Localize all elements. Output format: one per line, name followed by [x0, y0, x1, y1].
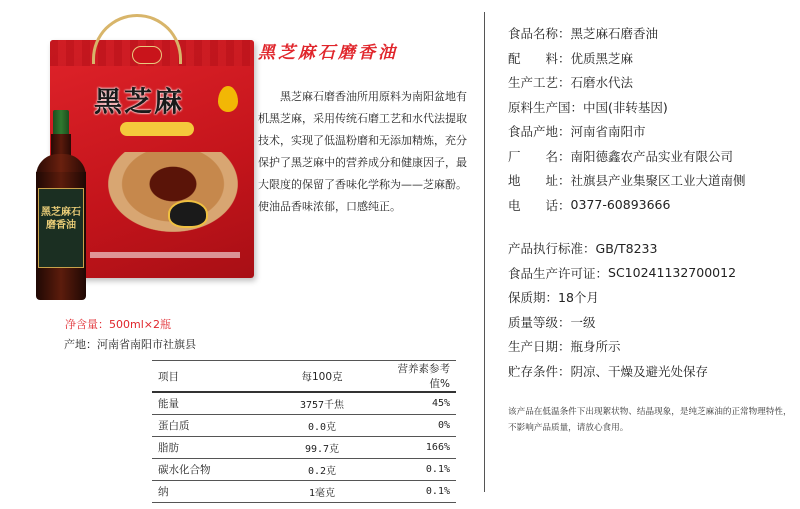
box-title: 黑芝麻 — [94, 85, 185, 118]
spec-label: 食品名称： — [508, 26, 571, 42]
nutrition-table — [152, 360, 456, 503]
header-nrv: 营养素参考值% — [372, 361, 456, 393]
box-badge — [168, 200, 208, 228]
net-content: 净含量：500ml×2瓶 — [65, 318, 171, 331]
spec-value: 阴凉、干燥及避光处保存 — [570, 363, 709, 379]
nutrient-name: 脂肪 — [152, 436, 272, 458]
spec-label: 食品产地： — [508, 124, 571, 140]
standards-list — [508, 236, 736, 383]
bottle-cap — [53, 110, 69, 136]
table-row — [152, 414, 456, 436]
spec-row-shelf-life — [508, 285, 736, 310]
nutrient-name: 能量 — [152, 392, 272, 414]
spec-row-storage — [508, 359, 736, 384]
spec-label: 保质期： — [508, 290, 559, 306]
spec-row-production-date — [508, 334, 736, 359]
table-row — [152, 436, 456, 458]
spec-value: 18个月 — [558, 290, 599, 306]
nutrient-nrv: 45% — [372, 392, 456, 414]
origin-text: 产地：河南省南阳市社旗县 — [64, 338, 196, 351]
spec-value: 优质黑芝麻 — [570, 50, 634, 66]
spec-value: 一级 — [570, 314, 596, 330]
spec-label: 生产工艺： — [508, 75, 571, 91]
header-per-100g: 每100克 — [272, 361, 372, 393]
spec-label: 贮存条件： — [508, 363, 571, 379]
spec-label: 地 址： — [508, 173, 571, 189]
nutrient-nrv: 0% — [372, 414, 456, 436]
spec-row-standard — [508, 236, 736, 261]
nutrient-amount: 0.2克 — [272, 458, 372, 480]
box-handle — [92, 14, 182, 64]
spec-label: 厂 名： — [508, 148, 571, 164]
spec-value: GB/T8233 — [595, 240, 658, 256]
spec-row-origin — [508, 119, 746, 144]
oil-drop-icon — [218, 86, 238, 112]
nutrient-amount: 1毫克 — [272, 480, 372, 502]
table-row — [152, 480, 456, 502]
nutrient-name: 碳水化合物 — [152, 458, 272, 480]
nutrient-amount: 3757千焦 — [272, 392, 372, 414]
header-item: 项目 — [152, 361, 272, 393]
nutrient-nrv: 0.1% — [372, 480, 456, 502]
spec-label: 生产日期： — [508, 339, 571, 355]
spec-value: 石磨水代法 — [570, 75, 634, 91]
spec-value: 社旗县产业集聚区工业大道南侧 — [570, 173, 746, 189]
nutrient-name: 蛋白质 — [152, 414, 272, 436]
spec-row-grade — [508, 310, 736, 335]
spec-row-license — [508, 261, 736, 286]
spec-label: 原料生产国： — [508, 99, 584, 115]
spec-value: 南阳德鑫农产品实业有限公司 — [570, 148, 734, 164]
product-spec-list — [508, 21, 746, 217]
spec-row-country — [508, 95, 746, 120]
spec-row-manufacturer — [508, 144, 746, 169]
spec-value: 瓶身所示 — [570, 339, 621, 355]
nutrient-amount: 99.7克 — [272, 436, 372, 458]
bottle-label-text: 黑芝麻石磨香油 — [41, 207, 81, 231]
spec-label: 产品执行标准： — [508, 241, 596, 257]
spec-row-phone — [508, 193, 746, 218]
spec-label: 食品生产许可证： — [508, 265, 609, 281]
spec-value: 黑芝麻石磨香油 — [570, 26, 659, 42]
oil-bottle — [32, 110, 90, 300]
spec-value: 河南省南阳市 — [570, 124, 646, 140]
nutrition-header-row — [152, 361, 456, 393]
quality-footnote: 该产品在低温条件下出现絮状物、结晶现象，是纯芝麻油的正常物理特性，不影响产品质量，请放心食用。 — [508, 407, 792, 433]
table-row — [152, 458, 456, 480]
spec-value: 中国(非转基因) — [583, 99, 668, 115]
spec-label: 配 料： — [508, 50, 571, 66]
box-subtitle-band — [120, 122, 194, 136]
box-company-strip — [90, 252, 240, 258]
spec-row-process — [508, 70, 746, 95]
nutrient-name: 纳 — [152, 480, 272, 502]
product-description: 黑芝麻石磨香油所用原料为南阳盆地有机黑芝麻，采用传统石磨工艺和水代法提取技术，实现了低温粉磨和无添加精炼，充分保护了黑芝麻中的营养成分和健康因子，最大限度的保留了香味化学称为——芝麻酚。使油品香味浓郁，口感纯正。 — [258, 90, 467, 213]
nutrient-amount: 0.0克 — [272, 414, 372, 436]
spec-label: 电 话： — [508, 197, 571, 213]
table-row — [152, 392, 456, 414]
spec-row-name — [508, 21, 746, 46]
column-divider — [484, 12, 485, 492]
product-headline: 黑芝麻石磨香油 — [258, 43, 398, 63]
nutrient-nrv: 166% — [372, 436, 456, 458]
spec-value: 0377-60893666 — [570, 197, 671, 213]
spec-row-address — [508, 168, 746, 193]
spec-value: SC10241132700012 — [608, 265, 737, 281]
spec-row-ingredients — [508, 46, 746, 71]
nutrient-nrv: 0.1% — [372, 458, 456, 480]
spec-label: 质量等级： — [508, 314, 571, 330]
product-image — [32, 40, 258, 302]
